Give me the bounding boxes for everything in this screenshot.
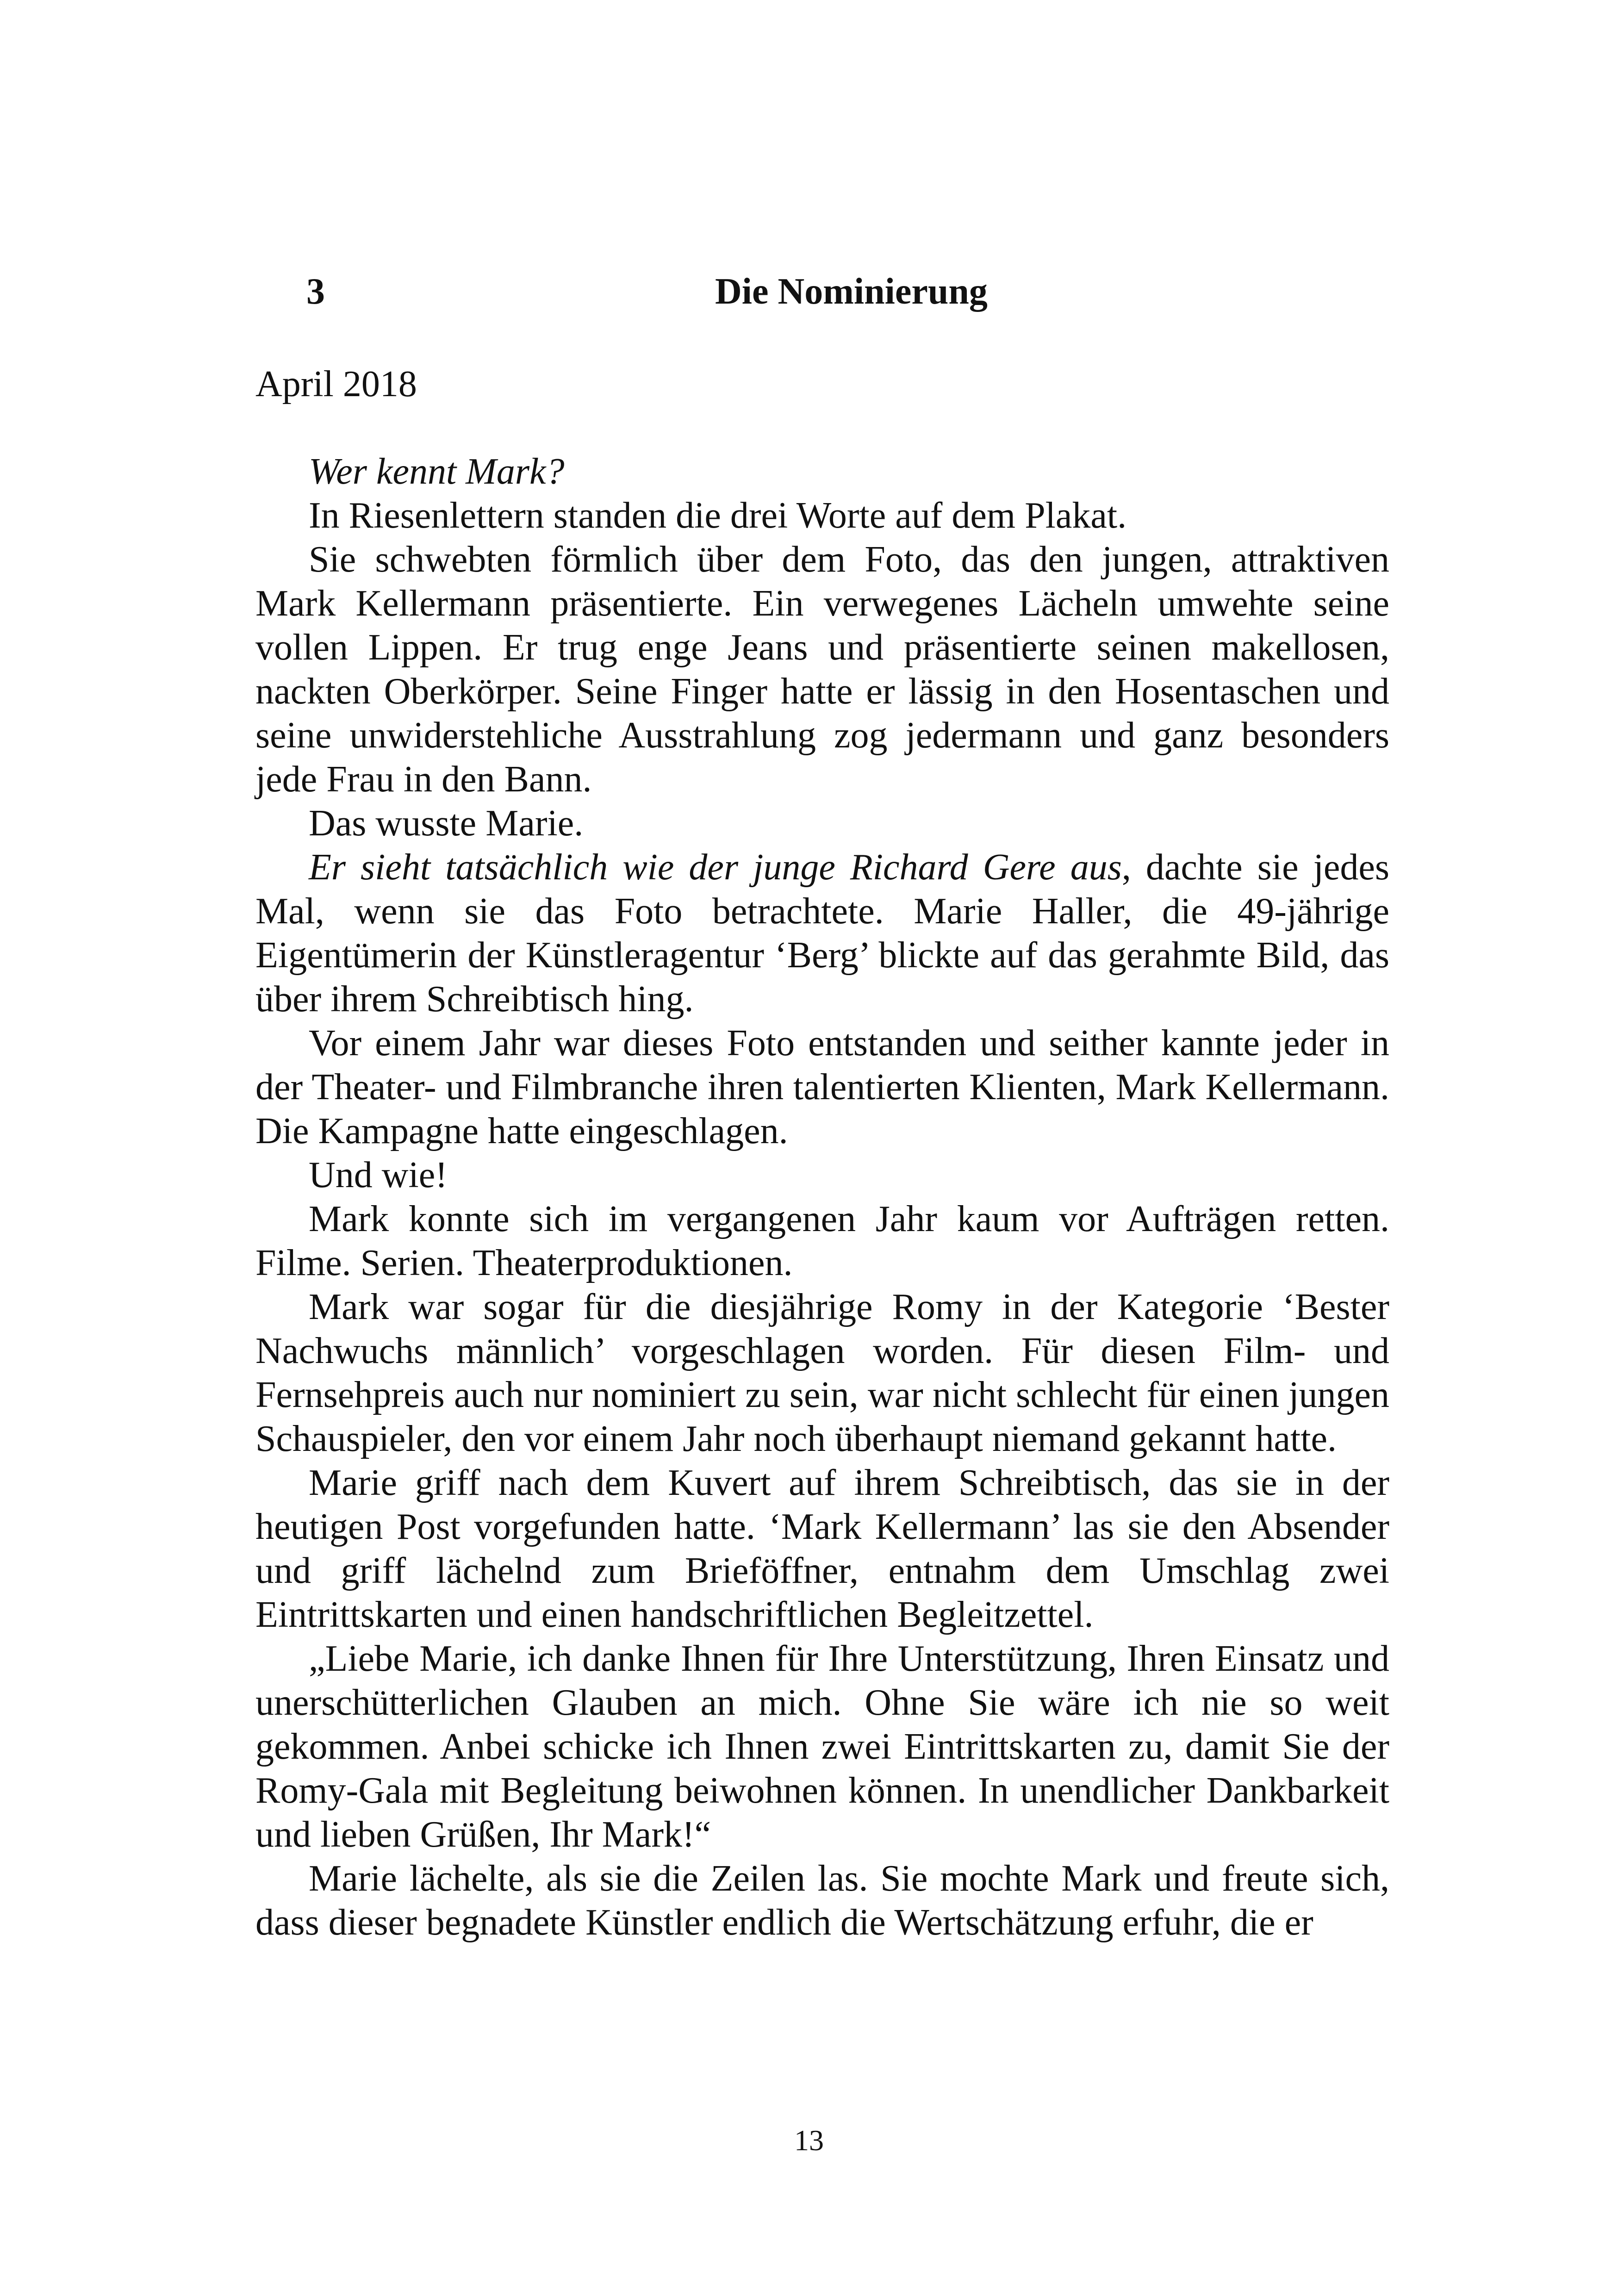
paragraph	[255, 1153, 1389, 1197]
paragraph-text: Das wusste Marie.	[309, 803, 584, 844]
paragraph-text: Sie schwebten förmlich über dem Foto, das den jungen, attraktiven Mark Kellermann präsentierte. Ein verwegenes Lächeln umwehte seine vollen Lippen. Er trug enge Jeans und präsentierte seinen makellosen, nackten Oberkörper. Seine Finger hatte er lässig in den Hosentaschen und seine unwiderstehliche Ausstrahlung zog jedermann und ganz besonders jede Frau in den Bann.	[255, 539, 1389, 800]
paragraph	[255, 1461, 1389, 1637]
paragraph	[255, 846, 1389, 1021]
chapter-title: Die Nominierung	[715, 271, 988, 312]
paragraph-text: Und wie!	[309, 1155, 448, 1195]
paragraph-text: „Liebe Marie, ich danke Ihnen für Ihre Unterstützung, Ihren Einsatz und unerschütterlichen Glauben an mich. Ohne Sie wäre ich nie so weit gekommen. Anbei schicke ich Ihnen zwei Eintrittskarten zu, damit Sie der Romy-Gala mit Begleitung beiwohnen können. In unendlicher Dankbarkeit und lieben Grüßen, Ihr Mark!“	[255, 1638, 1389, 1855]
paragraph-text: , dachte sie jedes Mal, wenn sie das Foto betrachtete. Marie Haller, die 49-jährige Eigentümerin der Künstleragentur ‘Berg’ blickte auf das gerahmte Bild, das über ihrem Schreibtisch hing.	[255, 847, 1389, 1020]
paragraph	[255, 802, 1389, 846]
paragraph	[255, 494, 1389, 538]
date-line: April 2018	[255, 364, 417, 404]
paragraph-text: Marie griff nach dem Kuvert auf ihrem Schreibtisch, das sie in der heutigen Post vorgefunden hatte. ‘Mark Kellermann’ las sie den Absender und griff lächelnd zum Brieföffner, entnahm dem Umschlag zwei Eintrittskarten und einen handschriftlichen Begleitzettel.	[255, 1462, 1389, 1635]
paragraph	[255, 1857, 1389, 1945]
page-number: 13	[794, 2124, 824, 2157]
paragraph-text: Mark konnte sich im vergangenen Jahr kaum vor Aufträgen retten. Filme. Serien. Theaterproduktionen.	[255, 1199, 1389, 1283]
paragraph	[255, 1637, 1389, 1857]
chapter-number: 3	[306, 271, 325, 312]
paragraph	[255, 1197, 1389, 1285]
paragraph-text: Mark war sogar für die diesjährige Romy in der Kategorie ‘Bester Nachwuchs männlich’ vorgeschlagen worden. Für diesen Film- und Fernsehpreis auch nur nominiert zu sein, war nicht schlecht für einen jungen Schauspieler, den vor einem Jahr noch überhaupt niemand gekannt hatte.	[255, 1287, 1389, 1459]
paragraph	[255, 450, 1389, 494]
paragraph	[255, 1021, 1389, 1153]
paragraph-text: Vor einem Jahr war dieses Foto entstanden und seither kannte jeder in der Theater- und Filmbranche ihren talentierten Klienten, Mark Kellermann. Die Kampagne hatte eingeschlagen.	[255, 1023, 1389, 1151]
paragraph-text: In Riesenlettern standen die drei Worte auf dem Plakat.	[309, 495, 1127, 536]
paragraph	[255, 538, 1389, 802]
paragraph-text: Marie lächelte, als sie die Zeilen las. Sie mochte Mark und freute sich, dass dieser begnadete Künstler endlich die Wertschätzung erfuhr, die er	[255, 1858, 1389, 1943]
paragraph-italic: Er sieht tatsächlich wie der junge Richard Gere aus	[309, 847, 1122, 888]
body-text	[255, 450, 1389, 1945]
paragraph-italic: Wer kennt Mark?	[309, 451, 565, 492]
paragraph	[255, 1285, 1389, 1461]
